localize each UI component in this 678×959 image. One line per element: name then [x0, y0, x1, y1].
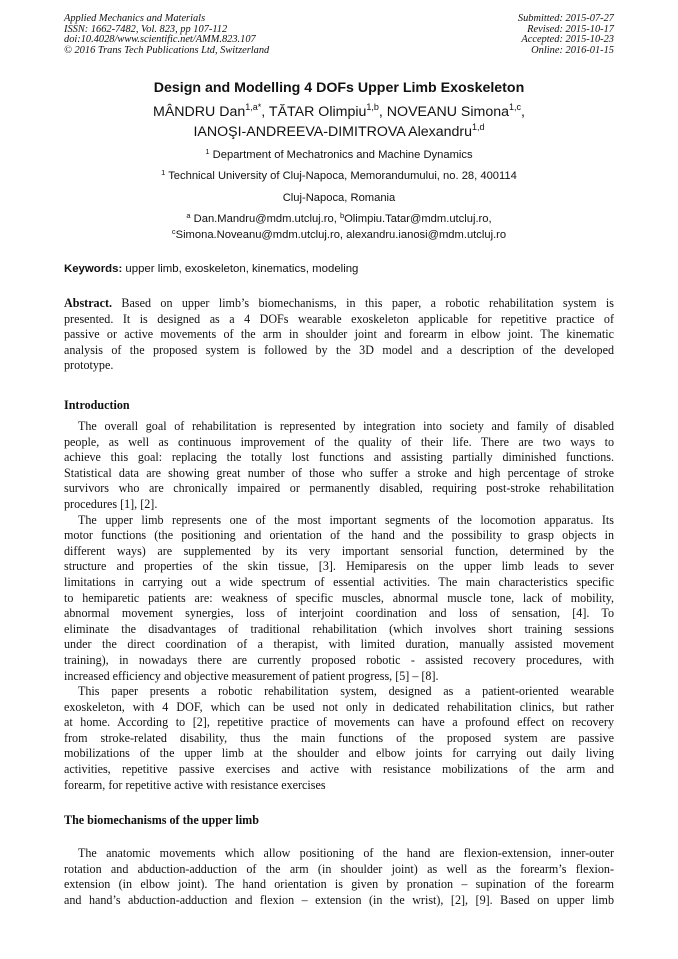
biomechanisms-text — [64, 846, 614, 908]
text-line: Statistical data are showing great number of those who suffer a stroke and high percentage of stroke — [64, 465, 614, 480]
paper-title: Design and Modelling 4 DOFs Upper Limb Exoskeleton — [153, 80, 525, 96]
keywords-label: Keywords: — [64, 263, 123, 275]
abstract-line: passive or active movements of the arm in shoulder joint and forearm in elbow joint. The kinematic — [64, 327, 614, 342]
submitted-date: Submitted: 2015-07-27 — [517, 13, 614, 24]
email-sup: a — [186, 211, 191, 220]
affil-text: Technical University of Cluj-Napoca, Memorandumului, no. 28, 400114 — [168, 170, 517, 182]
text-line: This paper presents a robotic rehabilitation system, designed as a patient-oriented wearable — [78, 684, 614, 699]
affil-sup: 1 — [205, 147, 210, 156]
online-date: Online: 2016-01-15 — [531, 44, 614, 56]
text-line: training), in nowadays there are currently proposed robotic - assisted recovery procedures, with — [64, 652, 614, 667]
text-line: at home. According to [2], repetitive practice of movements can have a profound effect on recovery — [64, 715, 614, 730]
text-line: and hand’s abduction-adduction and flexion – extension (in the wrist), [2], [9]. Based on upper limb — [64, 892, 614, 907]
text-line: survivors who are chronically impaired or permanently disabled, requiring post-stroke rehabilitation — [64, 481, 614, 496]
section-heading-biomechanisms: The biomechanisms of the upper limb — [64, 813, 259, 827]
author-affil-sup: 1,c — [509, 102, 522, 112]
revised-date: Revised: 2015-10-17 — [527, 23, 614, 35]
email-link[interactable]: Simona.Noveanu@mdm.utcluj.ro, alexandru.ianosi@mdm.utcluj.ro — [175, 229, 507, 241]
accepted-date: Accepted: 2015-10-23 — [521, 34, 614, 46]
email-link[interactable]: Dan.Mandru@mdm.utcluj.ro, — [193, 213, 337, 225]
email-sup: c — [171, 227, 176, 236]
author-line-2 — [0, 123, 678, 143]
issn-line: ISSN: 1662-7482, Vol. 823, pp 107-112 — [64, 23, 228, 35]
affil-sup: 1 — [161, 168, 166, 177]
text-line: activities, repetitive passive exercises and active with resistance mobilizations of the arm and — [64, 762, 614, 777]
journal-name: Applied Mechanics and Materials — [64, 13, 206, 24]
affil-text: Department of Mechatronics and Machine Dynamics — [212, 149, 473, 161]
text-line: under the direct coordination of a therapist, with limited duration, manually assisted movement — [64, 637, 614, 652]
text-line: different ways) are supplemented by its very important sensorial function, determined by the — [64, 543, 614, 558]
text-line: people, as well as continuous improvement of the quality of their life. There are two ways to — [64, 434, 614, 449]
abstract-label: Abstract. — [64, 296, 113, 310]
text-line: procedures [1], [2]. — [64, 496, 158, 511]
abstract-line: analysis of the proposed system is followed by the 3D model and a description of the developed — [64, 342, 614, 357]
copyright-line: © 2016 Trans Tech Publications Ltd, Switzerland — [64, 44, 270, 56]
author-name: MÂNDRU Dan — [153, 104, 246, 120]
author-affil-sup: 1,a* — [245, 102, 262, 112]
affiliation-university — [0, 170, 678, 182]
keywords-text: upper limb, exoskeleton, kinematics, modeling — [122, 263, 359, 275]
text-line: achieve this goal: replacing the totally lost functions and assisting partially diminished functions. — [64, 450, 614, 465]
section-heading-introduction: Introduction — [64, 398, 130, 412]
text-line: from stroke-related disability, thus the main functions of the proposed system are passive — [64, 730, 614, 745]
text-line: motor functions (the positioning and orientation of the hand and the possibility to grasp objects in — [64, 528, 614, 543]
abstract-line: prototype. — [64, 358, 114, 373]
author-name: NOVEANU Simona — [386, 104, 510, 120]
author-name: IANOŞI-ANDREEVA-DIMITROVA Alexandru — [193, 123, 473, 140]
text-line: mobilizations of the upper limb at the shoulder and elbow joints for carrying out daily living — [64, 746, 614, 761]
author-list — [0, 103, 678, 142]
email-line-2 — [0, 229, 678, 241]
text-line: The upper limb represents one of the most important segments of the locomotion apparatus. Its — [78, 512, 614, 527]
abstract-line: Abstract. Based on upper limb’s biomechanisms, in this paper, a robotic rehabilitation system is — [64, 296, 614, 310]
journal-header-left — [64, 14, 269, 56]
text-line: abnormal movement synergies, loss of interjoint coordination and loss of sensation, [4]. To — [64, 606, 614, 621]
email-sup: b — [339, 211, 345, 220]
text-line: The anatomic movements which allow positioning of the hand are flexion-extension, inner-outer — [78, 846, 614, 860]
author-affil-sup: 1,d — [472, 121, 485, 132]
author-affil-sup: 1,b — [366, 102, 379, 112]
text-line: limitations in carrying out a wide spectrum of essential activities. The main characteristics specific — [64, 574, 614, 589]
introduction-text — [64, 419, 614, 793]
text-line: increased efficiency and objective measurement of patient progress, [5] – [8]. — [64, 668, 439, 683]
text-line: structure and properties of the skin tissue, [3]. Hemiparesis on the upper limb leads to sever — [64, 559, 614, 574]
text-line: forearm, for repetitive active with resistance exercises — [64, 777, 326, 792]
text-line: exoskeleton, with 4 DOF, which can be used not only in dedicated rehabilitation clinics, but rather — [64, 699, 614, 714]
text-line: The overall goal of rehabilitation is represented by integration into society and family of disabled — [78, 419, 614, 433]
affiliation-department — [0, 149, 678, 161]
keywords-line — [64, 263, 358, 275]
journal-header-right — [518, 14, 614, 56]
text-line: to hemiparetic patients are: weakness of specific muscles, abnormal muscle tone, lack of mobility, — [64, 590, 614, 605]
text-line: eliminate the disadvantages of traditional rehabilitation (which involves short training sessions — [64, 621, 614, 636]
abstract-line: presented. It is designed as a 4 DOFs wearable exoskeleton applicable for repetitive practice of — [64, 311, 614, 326]
doi-line: doi:10.4028/www.scientific.net/AMM.823.107 — [64, 34, 256, 46]
author-line-1: MÂNDRU Dan$^{1,a*}$, TĂTAR Olimpiu$^{1,b}$, NOVEANU Simona$^{1,c}$, — [153, 102, 525, 120]
text-line: rotation and abduction-adduction of the arm (in shoulder joint) as well as the forearm’s flexion- — [64, 861, 614, 876]
text-line: extension (in elbow joint). The hand orientation is given by pronation – supination of the forearm — [64, 877, 614, 892]
email-line-1 — [0, 213, 678, 225]
affiliation-city: Cluj-Napoca, Romania — [282, 192, 396, 204]
abstract-paragraph — [64, 296, 614, 374]
email-link[interactable]: Olimpiu.Tatar@mdm.utcluj.ro, — [344, 213, 492, 225]
author-name: TĂTAR Olimpiu — [268, 104, 367, 120]
